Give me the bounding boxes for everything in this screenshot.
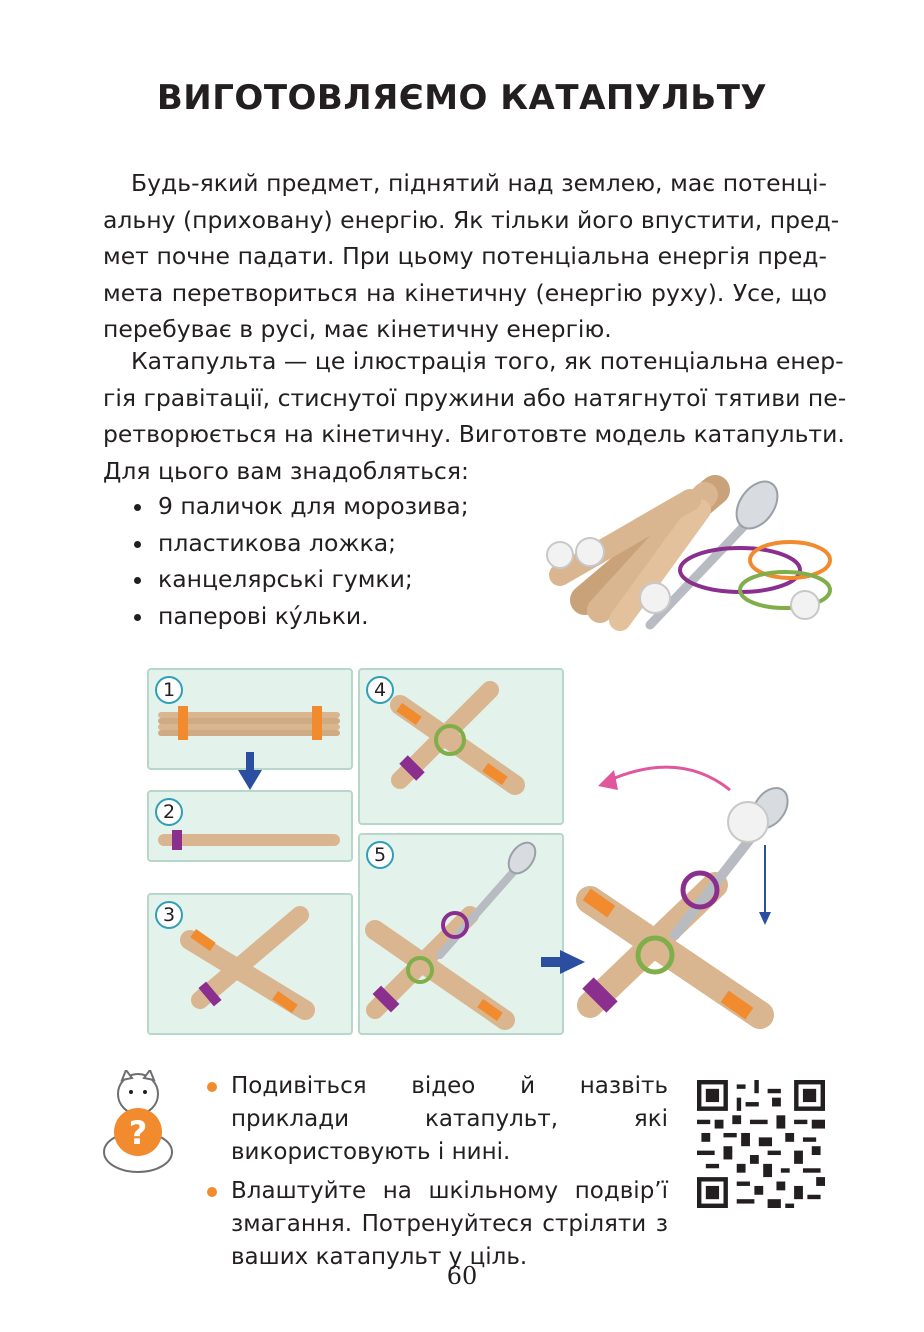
text-line: альну (приховану) енергію. Як тільки його впустити, пред- xyxy=(103,205,840,234)
paragraph-catapult xyxy=(103,343,847,489)
page-number: 60 xyxy=(446,1262,478,1290)
step-number: 1 xyxy=(155,676,183,704)
popsicle-sticks-bundle xyxy=(560,490,715,620)
text-line: гія гравітації, стиснутої пружини або натягнутої тятиви пе- xyxy=(103,383,847,412)
list-item: 9 паличок для морозива; xyxy=(130,488,469,525)
step-panel-3 xyxy=(147,893,353,1035)
cat-question-icon xyxy=(98,1070,176,1176)
list-item: пластикова ложка; xyxy=(130,525,469,562)
curved-arrow-icon xyxy=(598,767,730,790)
step-panel-5 xyxy=(358,833,564,1035)
step-panel-4 xyxy=(358,668,564,825)
text-line: ретворюється на кінетичну. Виготовте модель катапульти. xyxy=(103,420,845,448)
catapult-final xyxy=(582,781,795,1019)
text-line: Катапульта — це ілюстрація того, як потенціальна енер- xyxy=(131,347,844,375)
arrow-down-thin-icon xyxy=(759,845,771,925)
rubber-bands xyxy=(680,542,830,608)
list-item: Подивіться відео й назвіть приклади катапульт, які використовують і нині. xyxy=(205,1070,668,1169)
step-number: 5 xyxy=(366,841,394,869)
paper-ball-icon xyxy=(728,802,768,842)
step-panel-2 xyxy=(147,790,353,862)
text-line: мет почне падати. При цьому потенціальна енергія пред- xyxy=(103,242,827,270)
paragraph-energy xyxy=(103,165,840,348)
tasks-list xyxy=(205,1070,668,1280)
page-title: ВИГОТОВЛЯЄМО КАТАПУЛЬТУ xyxy=(156,78,768,118)
svg-text:?: ? xyxy=(128,1114,148,1152)
text-line: перебуває в русі, має кінетичну енергію. xyxy=(103,315,612,343)
qr-code-icon[interactable] xyxy=(697,1080,825,1208)
step-number: 3 xyxy=(155,901,183,929)
text-line: Будь-який предмет, піднятий над землею, має потенці- xyxy=(131,169,827,197)
step-number: 4 xyxy=(366,676,394,704)
list-item: Влаштуйте на шкільному подвір’ї змагання. Потренуйтеся стріляти з ваших катапульт у ціль. xyxy=(205,1175,668,1274)
step-number: 2 xyxy=(155,798,183,826)
text-line: мета перетвориться на кінетичну (енергію руху). Усе, що xyxy=(103,278,827,307)
text-line: Для цього вам знадобляться: xyxy=(103,456,469,485)
spoon-icon xyxy=(650,474,786,625)
paper-ball-icon xyxy=(547,538,819,619)
materials-list xyxy=(130,488,469,634)
step-panel-1 xyxy=(147,668,353,770)
list-item: паперові ку́льки. xyxy=(130,598,469,635)
list-item: канцелярські гумки; xyxy=(130,561,469,598)
